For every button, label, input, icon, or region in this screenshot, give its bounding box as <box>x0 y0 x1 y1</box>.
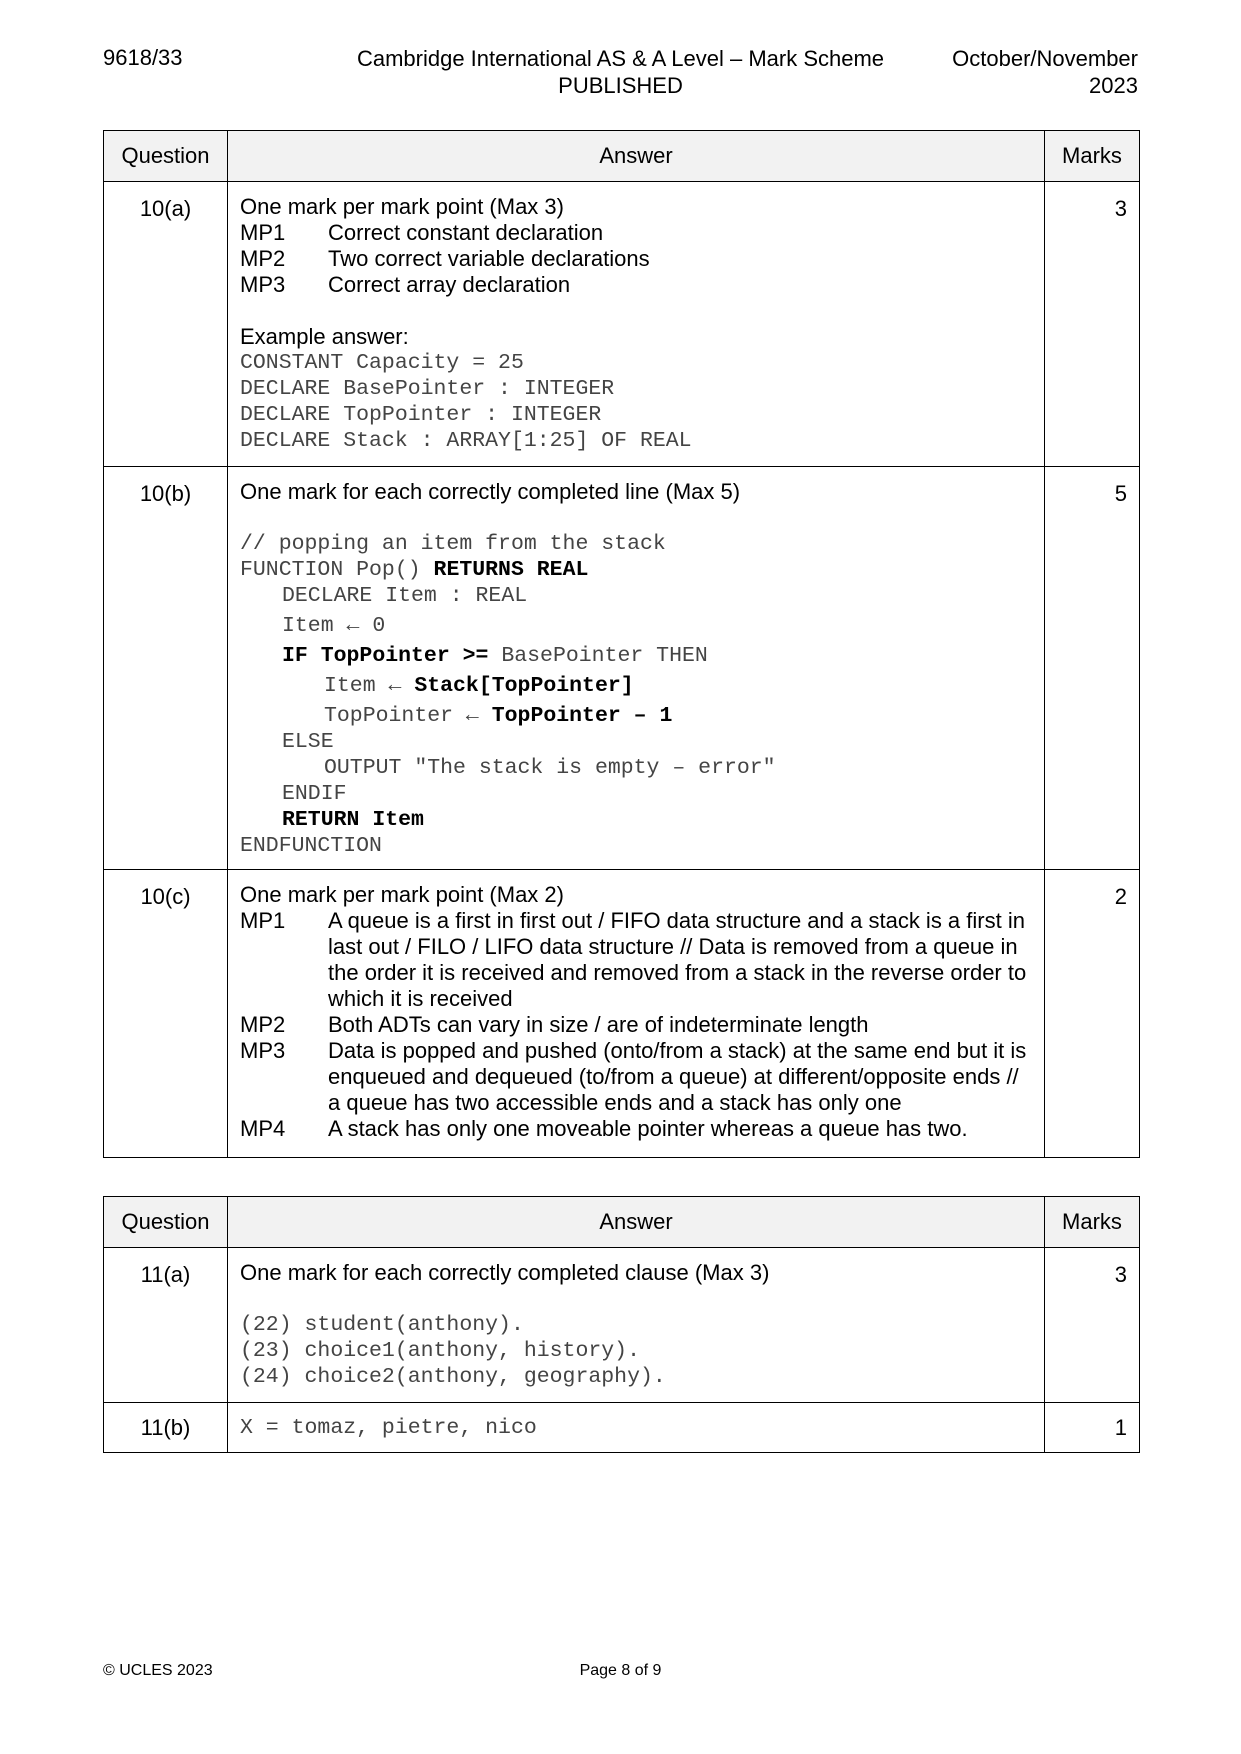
header-title-line1: Cambridge International AS & A Level – Mark Scheme <box>356 46 885 71</box>
mark-scheme-table-10 <box>103 130 1140 1158</box>
code-fragment: FUNCTION Pop() <box>240 558 434 582</box>
mark-point-label: MP1 <box>240 220 286 245</box>
question-number: 10(b) <box>104 467 228 870</box>
code-line <box>240 643 1034 669</box>
answer-cell <box>228 870 1045 1158</box>
header-title-line2: PUBLISHED <box>558 73 683 98</box>
mark-point-text: Data is popped and pushed (onto/from a stack) at the same end but it is enqueued and dequeued (to/from a queue) at different/opposite ends // a queue has two accessible ends and a stack has only one <box>328 1038 1027 1115</box>
mark-point <box>240 1116 1034 1142</box>
table-row-11a <box>104 1248 1140 1403</box>
mark-point-label: MP4 <box>240 1116 286 1141</box>
mark-point-text: A queue is a first in first out / FIFO data structure and a stack is a first in last out / FILO / LIFO data structure // Data is removed from a queue in the order it is received and removed from a stack in the reverse order to which it is received <box>328 908 1027 1011</box>
answer-fragment: IF TopPointer >= <box>282 644 489 668</box>
code-line: DECLARE Stack : ARRAY[1:25] OF REAL <box>240 429 692 453</box>
question-number: 10(c) <box>104 870 228 1158</box>
answer-intro: One mark for each correctly completed line (Max 5) <box>240 479 741 504</box>
code-line: ENDIF <box>282 782 347 806</box>
answer-cell <box>228 1403 1045 1453</box>
answer-fragment: Stack[TopPointer] <box>414 674 634 698</box>
col-marks: Marks <box>1045 1197 1140 1248</box>
code-line: DECLARE TopPointer : INTEGER <box>240 403 602 427</box>
answer-cell <box>228 1248 1045 1403</box>
answer-cell <box>228 467 1045 870</box>
code-line: ENDFUNCTION <box>240 834 382 858</box>
mark-point-text: Correct constant declaration <box>328 220 604 245</box>
mark-point-label: MP3 <box>240 1038 286 1063</box>
table-row-10b <box>104 467 1140 870</box>
marks-value: 5 <box>1045 467 1140 870</box>
mark-scheme-table-11 <box>103 1196 1140 1453</box>
table-row-10c <box>104 870 1140 1158</box>
header-session <box>952 45 1138 99</box>
col-answer: Answer <box>228 131 1045 182</box>
answer-cell <box>228 182 1045 467</box>
marks-value: 2 <box>1045 870 1140 1158</box>
mark-point <box>240 272 1034 298</box>
question-number: 10(a) <box>104 182 228 467</box>
page-header <box>103 40 1138 100</box>
answer-fragment: TopPointer – 1 <box>491 704 673 728</box>
answer-intro: One mark per mark point (Max 2) <box>240 882 564 907</box>
mark-point <box>240 908 1034 1012</box>
table-header-row <box>104 131 1140 182</box>
question-number: 11(b) <box>104 1403 228 1453</box>
answer-intro: One mark per mark point (Max 3) <box>240 194 564 219</box>
code-line: ELSE <box>282 730 334 754</box>
paper-code: 9618/33 <box>103 45 183 70</box>
marks-value: 3 <box>1045 182 1140 467</box>
code-fragment: TopPointer ← <box>324 704 492 728</box>
code-line: (24) choice2(anthony, geography). <box>240 1365 666 1389</box>
code-line: // popping an item from the stack <box>240 532 666 556</box>
mark-point-text: Correct array declaration <box>328 272 571 297</box>
code-line <box>240 807 1034 833</box>
col-question: Question <box>104 1197 228 1248</box>
marks-value: 3 <box>1045 1248 1140 1403</box>
table-header-row <box>104 1197 1140 1248</box>
mark-point-label: MP1 <box>240 908 286 933</box>
marks-value: 1 <box>1045 1403 1140 1453</box>
footer-copyright: © UCLES 2023 <box>103 1662 213 1679</box>
header-session-line2: 2023 <box>1089 73 1138 98</box>
table-row-10a <box>104 182 1140 467</box>
code-fragment: BasePointer THEN <box>488 644 708 668</box>
mark-point-label: MP2 <box>240 1012 286 1037</box>
code-fragment: Item ← <box>324 674 415 698</box>
col-answer: Answer <box>228 1197 1045 1248</box>
mark-point <box>240 1012 1034 1038</box>
code-line: (22) student(anthony). <box>240 1313 524 1337</box>
code-line <box>240 703 1034 729</box>
code-line <box>240 673 1034 699</box>
answer-fragment: RETURN Item <box>282 808 424 832</box>
code-line <box>240 557 1034 583</box>
code-line: CONSTANT Capacity = 25 <box>240 351 524 375</box>
question-number: 11(a) <box>104 1248 228 1403</box>
code-line: Item ← 0 <box>282 614 386 638</box>
mark-point <box>240 246 1034 272</box>
code-line: OUTPUT "The stack is empty – error" <box>324 756 776 780</box>
col-question: Question <box>104 131 228 182</box>
table-row-11b <box>104 1403 1140 1453</box>
mark-point <box>240 1038 1034 1116</box>
code-line: DECLARE Item : REAL <box>282 584 528 608</box>
mark-point-text: Both ADTs can vary in size / are of indeterminate length <box>328 1012 869 1037</box>
example-label: Example answer: <box>240 324 409 349</box>
mark-point-text: A stack has only one moveable pointer whereas a queue has two. <box>328 1116 968 1141</box>
code-line: (23) choice1(anthony, history). <box>240 1339 640 1363</box>
footer-page-number: Page 8 of 9 <box>579 1662 662 1679</box>
code-line: X = tomaz, pietre, nico <box>240 1415 537 1440</box>
mark-point-label: MP3 <box>240 272 286 297</box>
mark-point-text: Two correct variable declarations <box>328 246 650 271</box>
header-session-line1: October/November <box>952 46 1138 71</box>
answer-fragment: RETURNS REAL <box>433 558 589 582</box>
col-marks: Marks <box>1045 131 1140 182</box>
code-line: DECLARE BasePointer : INTEGER <box>240 377 615 401</box>
mark-point-label: MP2 <box>240 246 286 271</box>
answer-intro: One mark for each correctly completed clause (Max 3) <box>240 1260 770 1285</box>
mark-point <box>240 220 1034 246</box>
